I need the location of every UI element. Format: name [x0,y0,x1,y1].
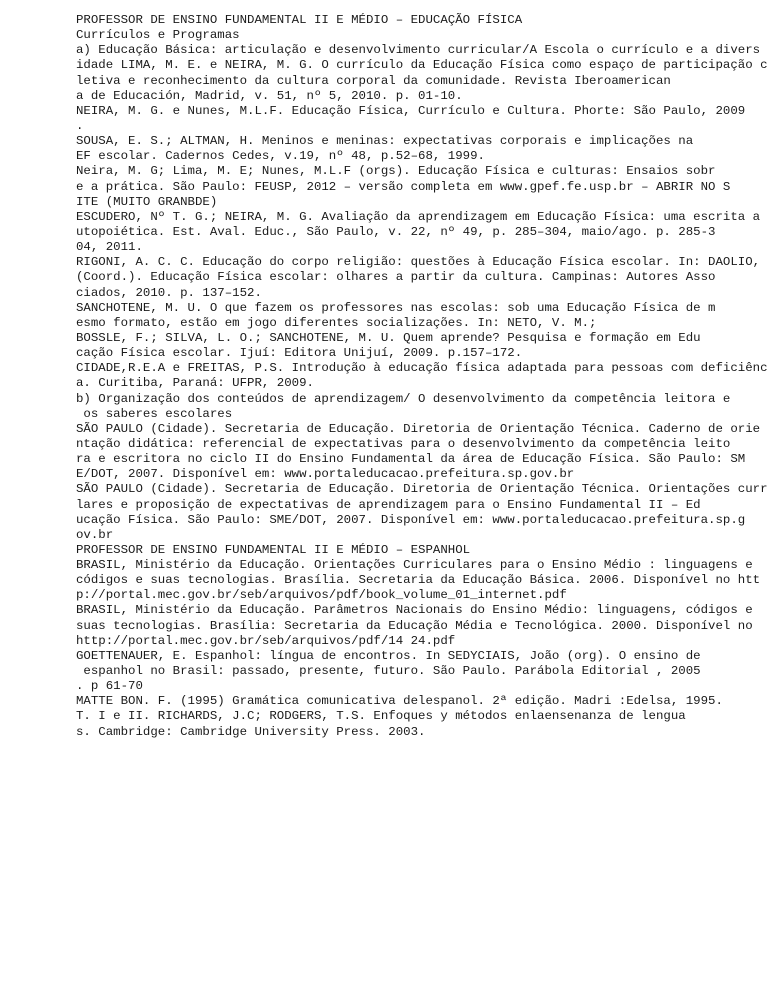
text-line: espanhol no Brasil: passado, presente, futuro. São Paulo. Parábola Editorial , 2005 [76,664,701,679]
text-line: ITE (MUITO GRANBDE) [76,194,218,209]
text-line: GOETTENAUER, E. Espanhol: língua de encontros. In SEDYCIAIS, João (org). O ensino de [76,648,701,663]
text-line: . [76,118,84,133]
section-heading-espanhol: PROFESSOR DE ENSINO FUNDAMENTAL II E MÉDIO – ESPANHOL [76,542,471,557]
subheading-curriculos: Currículos e Programas [76,28,240,43]
text-line: a. Curitiba, Paraná: UFPR, 2009. [76,376,314,391]
text-line: . p 61-70 [76,679,143,694]
text-line: a) Educação Básica: articulação e desenvolvimento curricular/A Escola o currículo e a divers [76,43,761,58]
text-line: BOSSLE, F.; SILVA, L. O.; SANCHOTENE, M. U. Quem aprende? Pesquisa e formação em Edu [76,330,701,345]
section-heading-educacao-fisica: PROFESSOR DE ENSINO FUNDAMENTAL II E MÉDIO – EDUCAÇÃO FÍSICA [76,13,523,27]
text-line: e a prática. São Paulo: FEUSP, 2012 – versão completa em www.gpef.fe.usp.br – ABRIR NO S [76,179,731,194]
text-line: lares e proposição de expectativas de aprendizagem para o Ensino Fundamental II – Ed [76,497,701,512]
text-line: s. Cambridge: Cambridge University Press. 2003. [76,724,426,739]
text-line: MATTE BON. F. (1995) Gramática comunicativa delespanol. 2ª edição. Madri :Edelsa, 1995. [76,694,723,709]
text-line: ucação Física. São Paulo: SME/DOT, 2007. Disponível em: www.portaleducacao.prefeitura.sp.g [76,512,746,527]
text-line: suas tecnologias. Brasília: Secretaria da Educação Média e Tecnológica. 2000. Disponível no [76,618,753,633]
text-line: RIGONI, A. C. C. Educação do corpo religião: questões à Educação Física escolar. In: DAOLIO, [76,255,761,270]
text-line: p://portal.mec.gov.br/seb/arquivos/pdf/book_volume_01_internet.pdf [76,588,567,603]
text-line: esmo formato, estão em jogo diferentes socializações. In: NETO, V. M.; [76,315,597,330]
text-line: 04, 2011. [76,240,143,255]
text-line: SOUSA, E. S.; ALTMAN, H. Meninos e meninas: expectativas corporais e implicações na [76,134,694,149]
text-line: b) Organização dos conteúdos de aprendizagem/ O desenvolvimento da competência leitora e [76,391,731,406]
document-page [76,13,768,740]
text-line: a de Educación, Madrid, v. 51, nº 5, 2010. p. 01-10. [76,88,463,103]
text-line: SÃO PAULO (Cidade). Secretaria de Educação. Diretoria de Orientação Técnica. Caderno de orie [76,421,761,436]
text-line: ra e escritora no ciclo II do Ensino Fundamental da área de Educação Física. São Paulo: SM [76,452,746,467]
text-line: ciados, 2010. p. 137–152. [76,285,262,300]
text-line: BRASIL, Ministério da Educação. Parâmetros Nacionais do Ensino Médio: linguagens, códigos e [76,603,753,618]
text-line: E/DOT, 2007. Disponível em: www.portaleducacao.prefeitura.sp.gov.br [76,467,575,482]
text-line: (Coord.). Educação Física escolar: olhares a partir da cultura. Campinas: Autores Asso [76,270,716,285]
text-line: utopoiética. Est. Aval. Educ., São Paulo, v. 22, nº 49, p. 285–304, maio/ago. p. 285-3 [76,224,716,239]
text-line: Neira, M. G; Lima, M. E; Nunes, M.L.F (orgs). Educação Física e culturas: Ensaios sobr [76,164,716,179]
text-line: http://portal.mec.gov.br/seb/arquivos/pdf/14 24.pdf [76,633,456,648]
text-line: CIDADE,R.E.A e FREITAS, P.S. Introdução à educação física adaptada para pessoas com deficiênc [76,361,768,376]
text-line: SANCHOTENE, M. U. O que fazem os professores nas escolas: sob uma Educação Física de m [76,300,716,315]
text-line: ov.br [76,527,114,542]
text-line: ntação didática: referencial de expectativas para o desenvolvimento da competência leito [76,436,731,451]
text-line: EF escolar. Cadernos Cedes, v.19, nº 48, p.52–68, 1999. [76,149,485,164]
text-line: T. I e II. RICHARDS, J.C; RODGERS, T.S. Enfoques y métodos enlaensenanza de lengua [76,709,686,724]
text-line: idade LIMA, M. E. e NEIRA, M. G. O currículo da Educação Física como espaço de participação c [76,58,768,73]
text-line: NEIRA, M. G. e Nunes, M.L.F. Educação Física, Currículo e Cultura. Phorte: São Paulo, 2009 [76,103,746,118]
text-line: os saberes escolares [76,406,233,421]
text-line: BRASIL, Ministério da Educação. Orientações Curriculares para o Ensino Médio : linguagens e [76,558,753,573]
text-line: ESCUDERO, Nº T. G.; NEIRA, M. G. Avaliação da aprendizagem em Educação Física: uma escrita a [76,209,761,224]
text-line: códigos e suas tecnologias. Brasília. Secretaria da Educação Básica. 2006. Disponível no htt [76,573,761,588]
text-line: letiva e reconhecimento da cultura corporal da comunidade. Revista Iberoamerican [76,73,671,88]
text-line: cação Física escolar. Ijuí: Editora Unijuí, 2009. p.157–172. [76,346,523,361]
text-line: SÃO PAULO (Cidade). Secretaria de Educação. Diretoria de Orientação Técnica. Orientações curr [76,482,768,497]
